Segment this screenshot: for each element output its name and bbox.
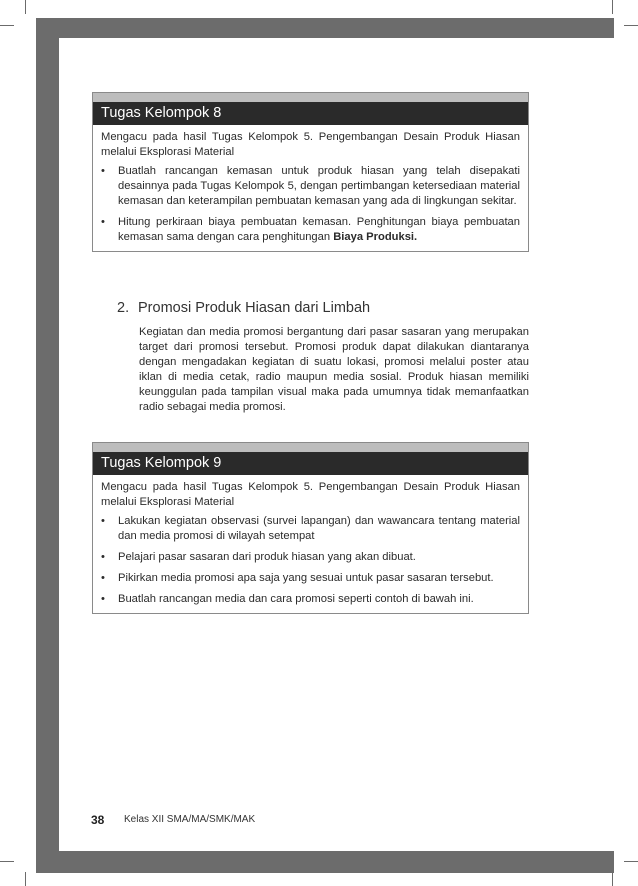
page-frame-top: [36, 18, 614, 38]
list-item: [101, 550, 520, 565]
task-header-stripe: [93, 93, 528, 102]
list-item-text: Lakukan kegiatan observasi (survei lapangan) dan wawancara tentang material dan media promosi di wilayah setempat: [118, 515, 520, 542]
bullet-icon: •: [101, 216, 105, 228]
task-box-9: [92, 442, 529, 614]
task-title: Tugas Kelompok 9: [93, 452, 528, 475]
bullet-icon: •: [101, 593, 105, 605]
page-frame-bottom: [36, 851, 614, 873]
section-paragraph: Kegiatan dan media promosi bergantung dari pasar sasaran yang merupakan target dari promosi tersebut. Promosi produk dapat dilakukan diantaranya dengan mengadakan kegiatan di suatu lokasi, promosi melalui poster atau iklan di media cetak, radio maupun media sosial. Produk hiasan memiliki keunggulan pada tampilan visual maka pada umumnya tidak memanfaatkan radio sebagai media promosi.: [139, 326, 529, 413]
crop-mark: [25, 0, 26, 14]
crop-mark: [0, 25, 14, 26]
list-item-text: Hitung perkiraan biaya pembuatan kemasan. Penghitungan biaya pembuatan kemasan sama dengan cara penghitungan: [118, 216, 520, 243]
task-box-8: [92, 92, 529, 252]
bullet-icon: •: [101, 551, 105, 563]
list-item-text: Buatlah rancangan kemasan untuk produk hiasan yang telah disepakati desainnya pada Tugas Kelompok 5, dengan pertimbangan ketersediaan material kemasan dan keterampilan pembuatan kemasan yang ada di lingkungan sekitar.: [118, 165, 520, 207]
bullet-icon: •: [101, 165, 105, 177]
section-number: 2.: [117, 300, 130, 316]
task-title: Tugas Kelompok 8: [93, 102, 528, 125]
crop-mark: [0, 861, 14, 862]
bold-term: Biaya Produksi.: [333, 231, 418, 243]
section-title: Promosi Produk Hiasan dari Limbah: [138, 300, 371, 316]
crop-mark: [612, 872, 613, 886]
task-body: [93, 475, 528, 613]
task-list: [101, 514, 520, 607]
task-header-stripe: [93, 443, 528, 452]
list-item: [101, 514, 520, 544]
list-item-text: Buatlah rancangan media dan cara promosi seperti contoh di bawah ini.: [118, 593, 474, 605]
list-item: [101, 164, 520, 209]
task-intro: Mengacu pada hasil Tugas Kelompok 5. Pengembangan Desain Produk Hiasan melalui Eksplorasi Material: [101, 131, 520, 158]
page-frame-left: [36, 18, 59, 873]
footer-text: Kelas XII SMA/MA/SMK/MAK: [124, 814, 256, 825]
bullet-icon: •: [101, 572, 105, 584]
bullet-icon: •: [101, 515, 105, 527]
crop-mark: [624, 861, 638, 862]
list-item-text: Pikirkan media promosi apa saja yang sesuai untuk pasar sasaran tersebut.: [118, 572, 494, 584]
crop-mark: [25, 872, 26, 886]
list-item: [101, 592, 520, 607]
crop-mark: [612, 0, 613, 14]
task-list: [101, 164, 520, 245]
list-item: [101, 215, 520, 245]
list-item: [101, 571, 520, 586]
task-body: [93, 125, 528, 251]
crop-mark: [624, 25, 638, 26]
section-heading: [117, 300, 370, 316]
page-number: 38: [91, 813, 105, 827]
task-intro: Mengacu pada hasil Tugas Kelompok 5. Pengembangan Desain Produk Hiasan melalui Eksplorasi Material: [101, 481, 520, 508]
list-item-text: Pelajari pasar sasaran dari produk hiasan yang akan dibuat.: [118, 551, 416, 563]
